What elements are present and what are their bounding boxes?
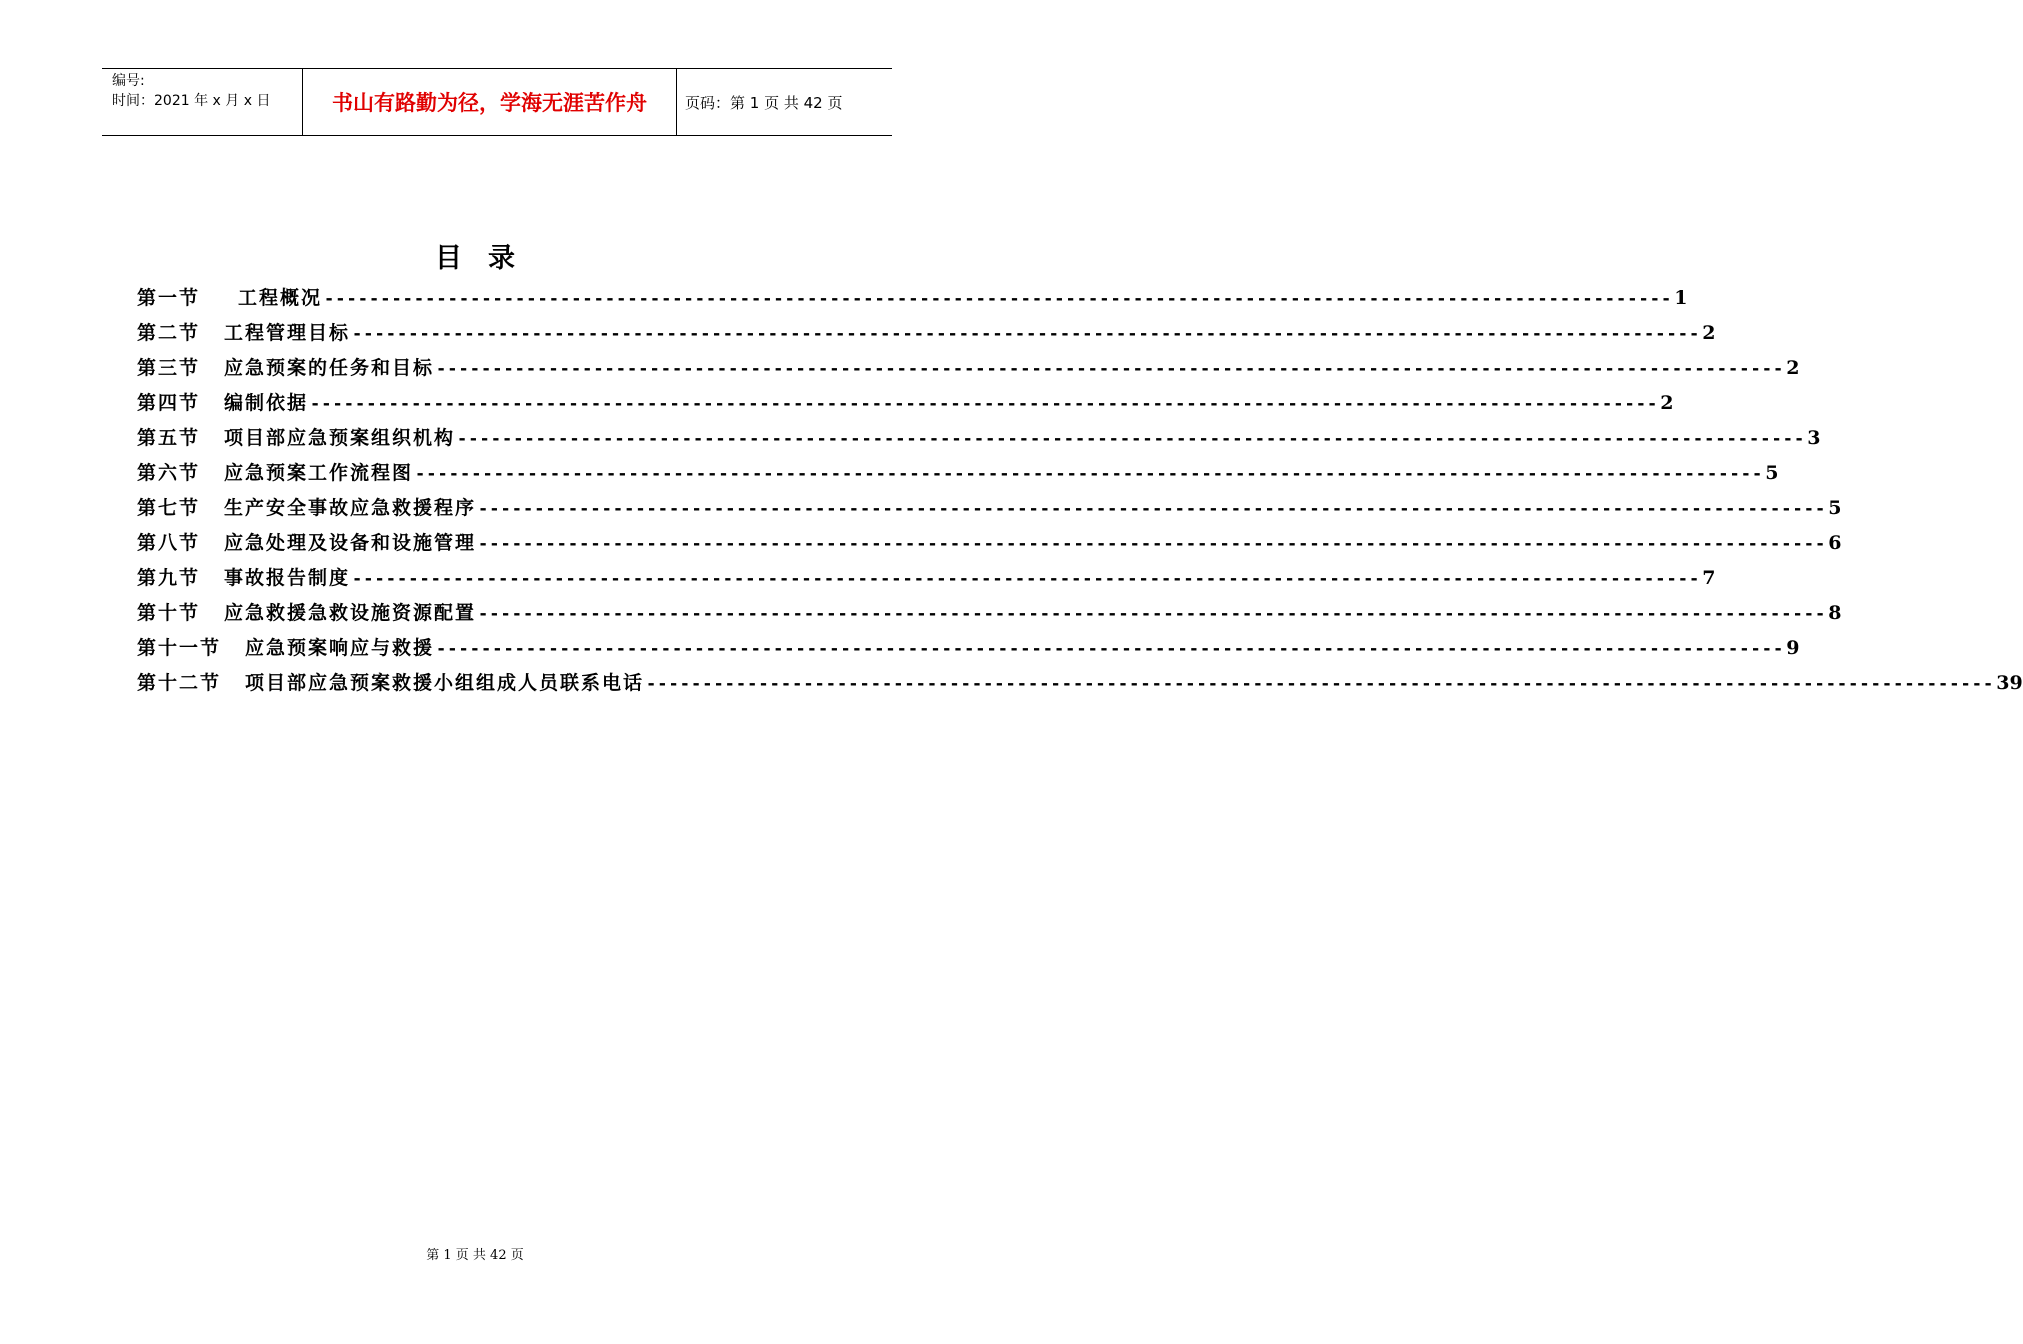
toc-entry-label — [137, 633, 434, 660]
toc-leader: ------------------------------------------------------------------------------------------------------------------------ — [646, 674, 1995, 694]
header-meta-cell — [102, 69, 303, 135]
table-of-contents — [137, 283, 2023, 703]
toc-page-number: 2 — [1702, 322, 1716, 344]
header-page-cell — [677, 69, 892, 135]
toc-section-number: 第六节 — [137, 462, 201, 484]
toc-section-title: 应急处理及设备和设施管理 — [224, 532, 477, 554]
toc-leader: ------------------------------------------------------------------------------------------------------------------------ — [436, 359, 1785, 379]
toc-section-title: 编制依据 — [224, 392, 309, 414]
toc-section-number: 第二节 — [137, 322, 201, 344]
toc-section-number: 第七节 — [137, 497, 201, 519]
toc-entry — [137, 318, 1716, 353]
time-label: 时间：2021 年 x 月 x 日 — [112, 93, 271, 109]
toc-page-number: 7 — [1702, 567, 1716, 589]
toc-section-title: 应急预案的任务和目标 — [224, 357, 435, 379]
toc-section-title: 项目部应急预案组织机构 — [224, 427, 456, 449]
toc-entry — [137, 668, 2023, 703]
toc-entry — [137, 493, 1842, 528]
toc-page-number: 5 — [1765, 462, 1779, 484]
toc-section-title: 应急预案工作流程图 — [224, 462, 414, 484]
toc-entry-label — [137, 458, 413, 485]
toc-entry-label — [137, 563, 350, 590]
toc-entry-label — [137, 668, 644, 695]
toc-section-title: 工程概况 — [238, 287, 323, 309]
toc-section-title: 生产安全事故应急救援程序 — [224, 497, 477, 519]
toc-entry — [137, 353, 1800, 388]
toc-leader: ------------------------------------------------------------------------------------------------------------------------ — [415, 464, 1764, 484]
toc-section-number: 第十节 — [137, 602, 201, 624]
toc-title: 目录 — [435, 243, 541, 274]
number-label: 编号: — [112, 73, 145, 89]
toc-section-number: 第五节 — [137, 427, 201, 449]
document-header — [102, 68, 892, 136]
toc-entry — [137, 423, 1821, 458]
toc-entry — [137, 528, 1842, 563]
toc-section-number: 第一节 — [137, 287, 201, 309]
toc-entry — [137, 633, 1800, 668]
page-info: 页码：第 1 页 共 42 页 — [685, 93, 843, 112]
toc-page-number: 3 — [1807, 427, 1821, 449]
toc-page-number: 6 — [1828, 532, 1842, 554]
toc-section-title: 工程管理目标 — [224, 322, 351, 344]
toc-section-title: 应急预案响应与救援 — [245, 637, 435, 659]
toc-page-number: 5 — [1828, 497, 1842, 519]
toc-leader: ------------------------------------------------------------------------------------------------------------------------ — [478, 534, 1827, 554]
toc-entry-label — [137, 388, 308, 415]
toc-entry-label — [137, 283, 322, 310]
toc-entry — [137, 598, 1842, 633]
toc-section-title: 事故报告制度 — [224, 567, 351, 589]
toc-leader: ------------------------------------------------------------------------------------------------------------------------ — [352, 569, 1701, 589]
toc-entry-label — [137, 318, 350, 345]
toc-page-number: 2 — [1786, 357, 1800, 379]
toc-section-number: 第四节 — [137, 392, 201, 414]
toc-section-number: 第三节 — [137, 357, 201, 379]
toc-leader: ------------------------------------------------------------------------------------------------------------------------ — [324, 289, 1673, 309]
toc-entry — [137, 388, 1674, 423]
toc-entry — [137, 563, 1716, 598]
toc-entry-label — [137, 353, 434, 380]
toc-page-number: 9 — [1786, 637, 1800, 659]
toc-entry — [137, 283, 1688, 318]
toc-entry-label — [137, 598, 476, 625]
motto-text: 书山有路勤为径，学海无涯苦作舟 — [332, 91, 647, 115]
toc-page-number: 39 — [1996, 672, 2023, 694]
toc-page-number: 8 — [1828, 602, 1842, 624]
toc-entry — [137, 458, 1779, 493]
toc-leader: ------------------------------------------------------------------------------------------------------------------------ — [310, 394, 1659, 414]
toc-leader: ------------------------------------------------------------------------------------------------------------------------ — [478, 604, 1827, 624]
toc-section-number: 第十一节 — [137, 637, 222, 659]
toc-section-number: 第十二节 — [137, 672, 222, 694]
toc-entry-label — [137, 493, 476, 520]
toc-section-number: 第八节 — [137, 532, 201, 554]
toc-leader: ------------------------------------------------------------------------------------------------------------------------ — [457, 429, 1806, 449]
toc-entry-label — [137, 423, 455, 450]
toc-entry-label — [137, 528, 476, 555]
toc-page-number: 1 — [1674, 287, 1688, 309]
toc-page-number: 2 — [1660, 392, 1674, 414]
toc-leader: ------------------------------------------------------------------------------------------------------------------------ — [478, 499, 1827, 519]
header-motto-cell — [303, 69, 677, 135]
toc-section-title: 应急救援急救设施资源配置 — [224, 602, 477, 624]
toc-section-title: 项目部应急预案救援小组组成人员联系电话 — [245, 672, 645, 694]
toc-leader: ------------------------------------------------------------------------------------------------------------------------ — [436, 639, 1785, 659]
toc-leader: ------------------------------------------------------------------------------------------------------------------------ — [352, 324, 1701, 344]
page-footer: 第 1 页 共 42 页 — [426, 1248, 524, 1263]
toc-section-number: 第九节 — [137, 567, 201, 589]
